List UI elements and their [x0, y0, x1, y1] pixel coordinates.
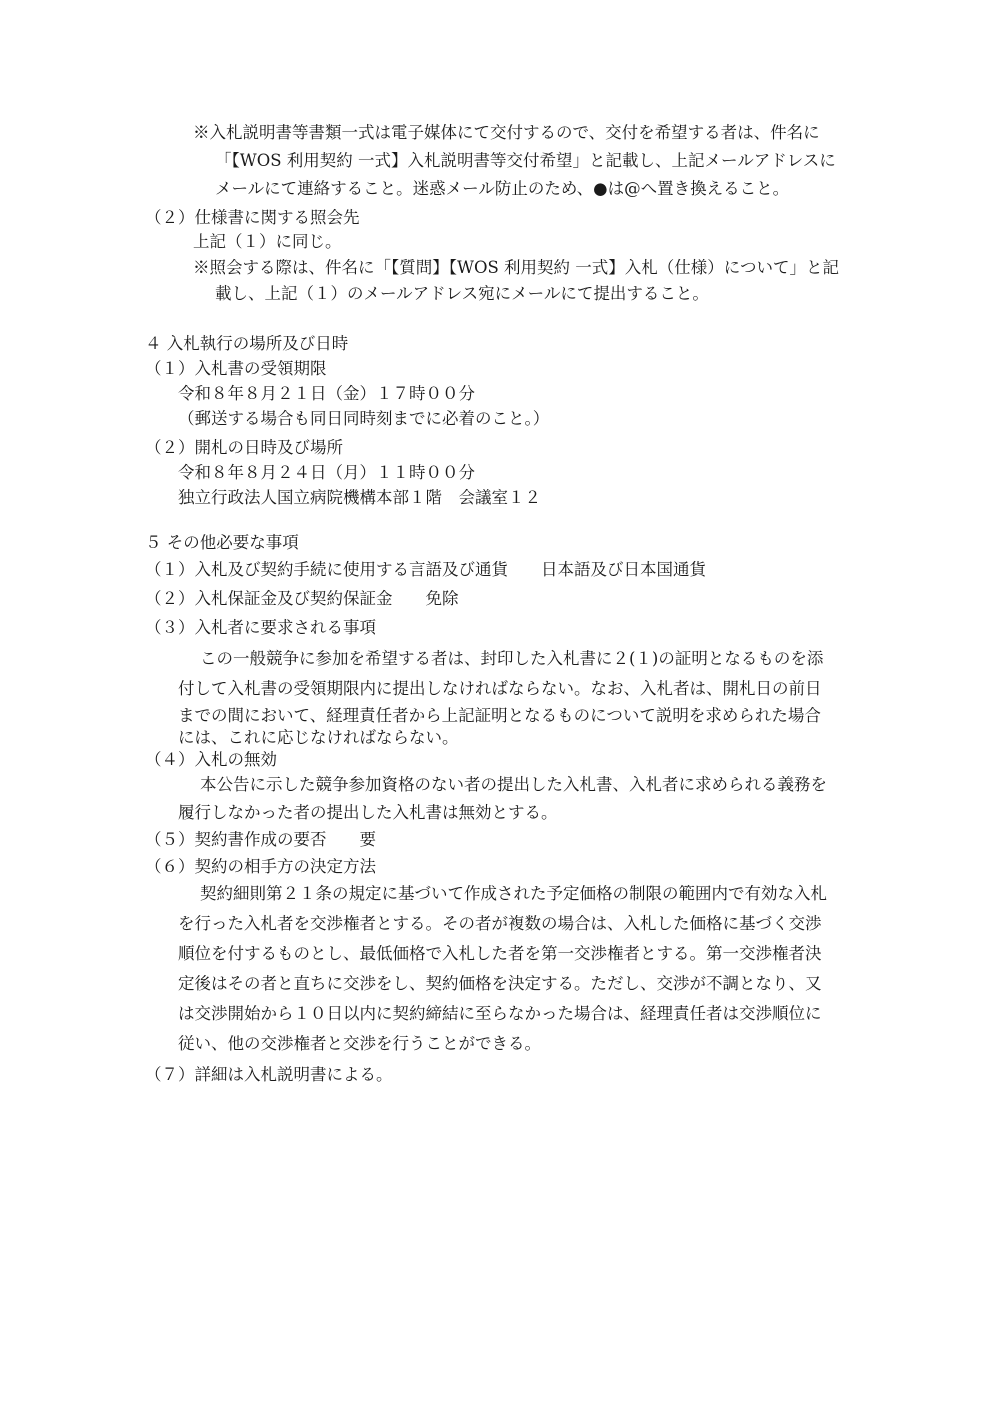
text-line: （２）入札保証金及び契約保証金 免除: [145, 589, 459, 608]
text-line: までの間において、経理責任者から上記証明となるものについて説明を求められた場合: [178, 706, 821, 725]
text-line: （２）仕様書に関する照会先: [145, 208, 360, 227]
text-line: （７）詳細は入札説明書による。: [145, 1065, 393, 1084]
text-line: 令和８年８月２１日（金）１７時００分: [178, 384, 475, 403]
text-line: （５）契約書作成の要否 要: [145, 830, 376, 849]
text-line: （２）開札の日時及び場所: [145, 438, 343, 457]
text-line: （３）入札者に要求される事項: [145, 618, 376, 637]
text-line: ※入札説明書等書類一式は電子媒体にて交付するので、交付を希望する者は、件名に: [193, 123, 820, 142]
text-line: 付して入札書の受領期限内に提出しなければならない。なお、入札者は、開札日の前日: [178, 679, 822, 698]
text-line: 定後はその者と直ちに交渉をし、契約価格を決定する。ただし、交渉が不調となり、又: [178, 974, 822, 993]
text-line: （１）入札書の受領期限: [145, 359, 327, 378]
text-line: 令和８年８月２４日（月）１１時００分: [178, 463, 475, 482]
text-line: 載し、上記（１）のメールアドレス宛にメールにて提出すること。: [215, 284, 709, 303]
text-line: 履行しなかった者の提出した入札書は無効とする。: [178, 803, 558, 822]
text-line: 本公告に示した競争参加資格のない者の提出した入札書、入札者に求められる義務を: [200, 775, 827, 794]
text-line: （郵送する場合も同日同時刻までに必着のこと。）: [178, 409, 550, 428]
text-line: （４）入札の無効: [145, 750, 277, 769]
text-line: メールにて連絡すること。迷惑メール防止のため、●は@へ置き換えること。: [215, 179, 790, 198]
text-line: ※照会する際は、件名に「【質問】【WOS 利用契約 一式】入札（仕様）について」と記: [193, 258, 839, 277]
text-line: 上記（１）に同じ。: [193, 232, 342, 251]
text-line: この一般競争に参加を希望する者は、封印した入札書に２(１)の証明となるものを添: [200, 649, 824, 668]
text-line: を行った入札者を交渉権者とする。その者が複数の場合は、入札した価格に基づく交渉: [178, 914, 822, 933]
text-line: ４ 入札執行の場所及び日時: [145, 334, 349, 353]
text-line: 順位を付するものとし、最低価格で入札した者を第一交渉権者とする。第一交渉権者決: [178, 944, 822, 963]
text-line: （１）入札及び契約手続に使用する言語及び通貨 日本語及び日本国通貨: [145, 560, 706, 579]
text-line: には、これに応じなければならない。: [178, 728, 459, 747]
text-line: ５ その他必要な事項: [145, 533, 299, 552]
text-line: 「【WOS 利用契約 一式】入札説明書等交付希望」と記載し、上記メールアドレスに: [215, 151, 836, 170]
text-line: は交渉開始から１０日以内に契約締結に至らなかった場合は、経理責任者は交渉順位に: [178, 1004, 822, 1023]
text-line: 従い、他の交渉権者と交渉を行うことができる。: [178, 1034, 541, 1053]
text-line: （６）契約の相手方の決定方法: [145, 857, 376, 876]
text-line: 契約細則第２１条の規定に基づいて作成された予定価格の制限の範囲内で有効な入札: [200, 884, 827, 903]
text-line: 独立行政法人国立病院機構本部１階 会議室１２: [178, 488, 541, 507]
